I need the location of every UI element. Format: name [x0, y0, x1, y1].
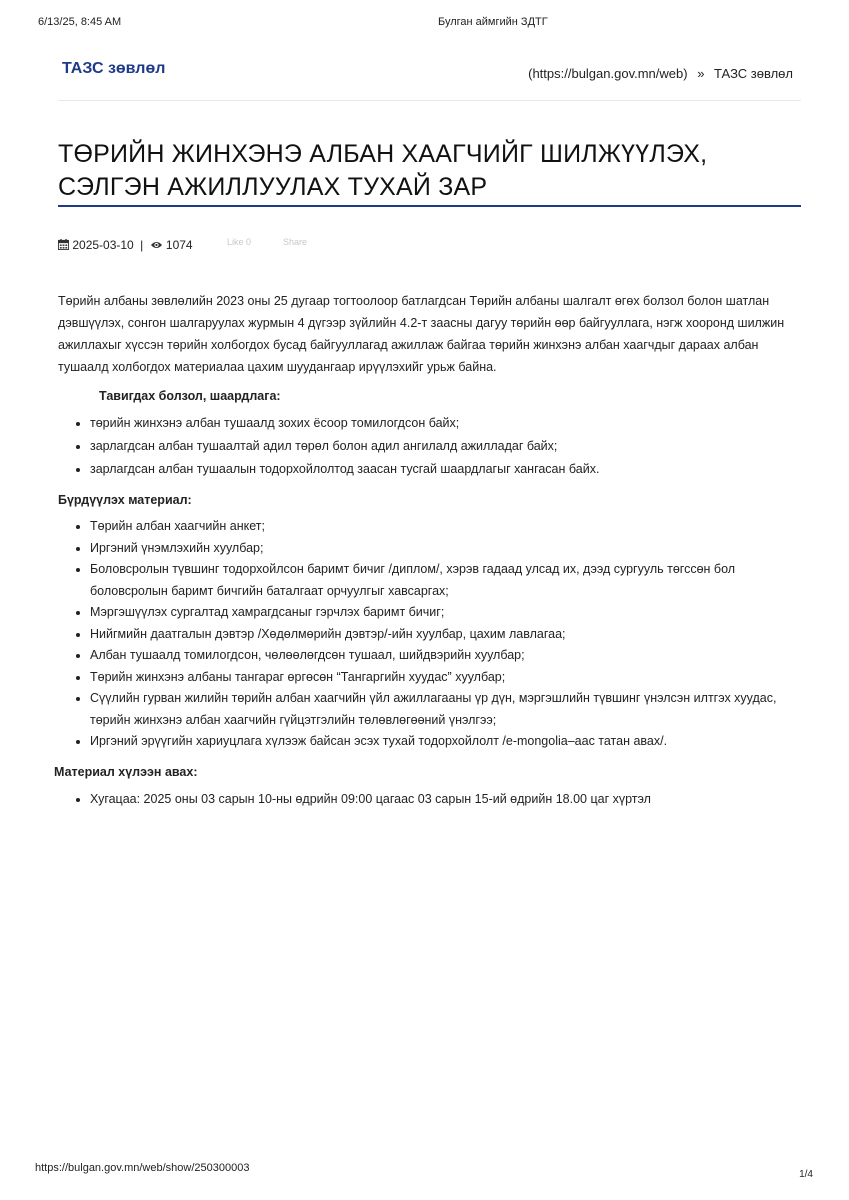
title-divider	[58, 205, 801, 207]
share-button[interactable]: Share	[283, 237, 308, 247]
like-button[interactable]: Like 0	[227, 237, 252, 247]
print-footer-url: https://bulgan.gov.mn/web/show/250300003	[35, 1162, 250, 1174]
list-item: • Иргэний эрүүгийн хариуцлага хүлээж байсан эсэх тухай тодорхойлолт /e-mongolia–аас татан авах/.	[90, 731, 798, 753]
list-item: • Мэргэшүүлэх сургалтад хамрагдсаныг гэрчлэх баримт бичиг;	[90, 602, 798, 624]
article-body	[54, 290, 798, 819]
list-item: • Нийгмийн даатгалын дэвтэр /Хөдөлмөрийн дэвтэр/-ийн хуулбар, цахим лавлагаа;	[90, 624, 798, 646]
materials-list	[58, 516, 798, 753]
materials-heading: Бүрдүүлэх материал:	[58, 493, 192, 507]
submission-list	[58, 788, 798, 811]
breadcrumb	[528, 66, 793, 81]
list-item: • Боловсролын түвшинг тодорхойлсон баримт бичиг /диплом/, хэрэв гадаад улсад их, дээд сургууль төгссөн бол боловсролын баримт бичгийн баталгаат орчуулгыг хавсаргах;	[90, 559, 798, 602]
list-item: • Иргэний үнэмлэхийн хуулбар;	[90, 538, 798, 560]
meta-separator: |	[140, 238, 144, 252]
header-divider	[58, 100, 801, 101]
article-date: 2025-03-10	[72, 238, 134, 252]
list-item: • Хугацаа: 2025 оны 03 сарын 10-ны өдрийн 09:00 цагаас 03 сарын 15-ий өдрийн 18.00 цаг хүртэл	[90, 788, 798, 811]
calendar-icon	[58, 239, 69, 253]
list-item: • Албан тушаалд томилогдсон, чөлөөлөгдсөн тушаал, шийдвэрийн хуулбар;	[90, 645, 798, 667]
breadcrumb-home-link[interactable]: (https://bulgan.gov.mn/web)	[528, 66, 688, 81]
eye-icon	[150, 239, 163, 253]
intro-paragraph: Төрийн албаны зөвлөлийн 2023 оны 25 дугаар тогтоолоор батлагдсан Төрийн албаны шалгалт өгөх болзол болон шатлан дэвшүүлэх, сонгон шалгаруулах журмын 4 дүгээр зүйлийн 4.2-т заасны дагуу төрийн өөр байгууллага, нэгж хооронд шилжин ажиллахыг хүссэн төрийн холбогдох бусад байгууллагад ажиллаж байгаа төрийн жинхэнэ албан хаагчдыг дараах албан тушаалд холбогдох материалаа цахим шуудангаар ирүүлэхийг урьж байна.	[58, 294, 785, 374]
view-count: 1074	[165, 238, 193, 252]
breadcrumb-separator: »	[697, 66, 705, 81]
list-item: • Төрийн албан хаагчийн анкет;	[90, 516, 798, 538]
list-item: • зарлагдсан албан тушаалын тодорхойлолтод заасан тусгай шаардлагыг хангасан байх.	[90, 458, 798, 481]
list-item: • төрийн жинхэнэ албан тушаалд зохих ёсоор томилогдсон байх;	[90, 412, 798, 435]
list-item: • Сүүлийн гурван жилийн төрийн албан хаагчийн үйл ажиллагааны үр дүн, мэргэшлийн түвшинг үнэлсэн илтгэх хуудас, төрийн жинхэнэ албан хаагчийн гүйцэтгэлийн төлөвлөгөөний үнэлгээ;	[90, 688, 798, 731]
submission-heading: Материал хүлээн авах:	[54, 764, 198, 779]
breadcrumb-current: ТАЗС зөвлөл	[714, 66, 793, 81]
list-item: • зарлагдсан албан тушаалтай адил төрөл болон адил ангилалд ажилладаг байх;	[90, 435, 798, 458]
requirements-heading: Тавигдах болзол, шаардлага:	[99, 389, 281, 403]
print-datetime: 6/13/25, 8:45 AM	[38, 16, 122, 28]
page-title-line-2: СЭЛГЭН АЖИЛЛУУЛАХ ТУХАЙ ЗАР	[58, 173, 488, 201]
page-title	[58, 138, 798, 204]
section-title-link[interactable]: ТАЗС зөвлөл	[62, 60, 166, 77]
requirements-list	[58, 412, 798, 481]
page-title-line-1: ТӨРИЙН ЖИНХЭНЭ АЛБАН ХААГЧИЙГ ШИЛЖҮҮЛЭХ,	[58, 140, 708, 168]
article-meta	[58, 238, 193, 253]
list-item: • Төрийн жинхэнэ албаны тангараг өргөсөн “Тангаргийн хуудас” хуулбар;	[90, 667, 798, 689]
print-page-number: 1/4	[799, 1169, 813, 1180]
print-page-title: Булган аймгийн ЗДТГ	[438, 16, 548, 28]
